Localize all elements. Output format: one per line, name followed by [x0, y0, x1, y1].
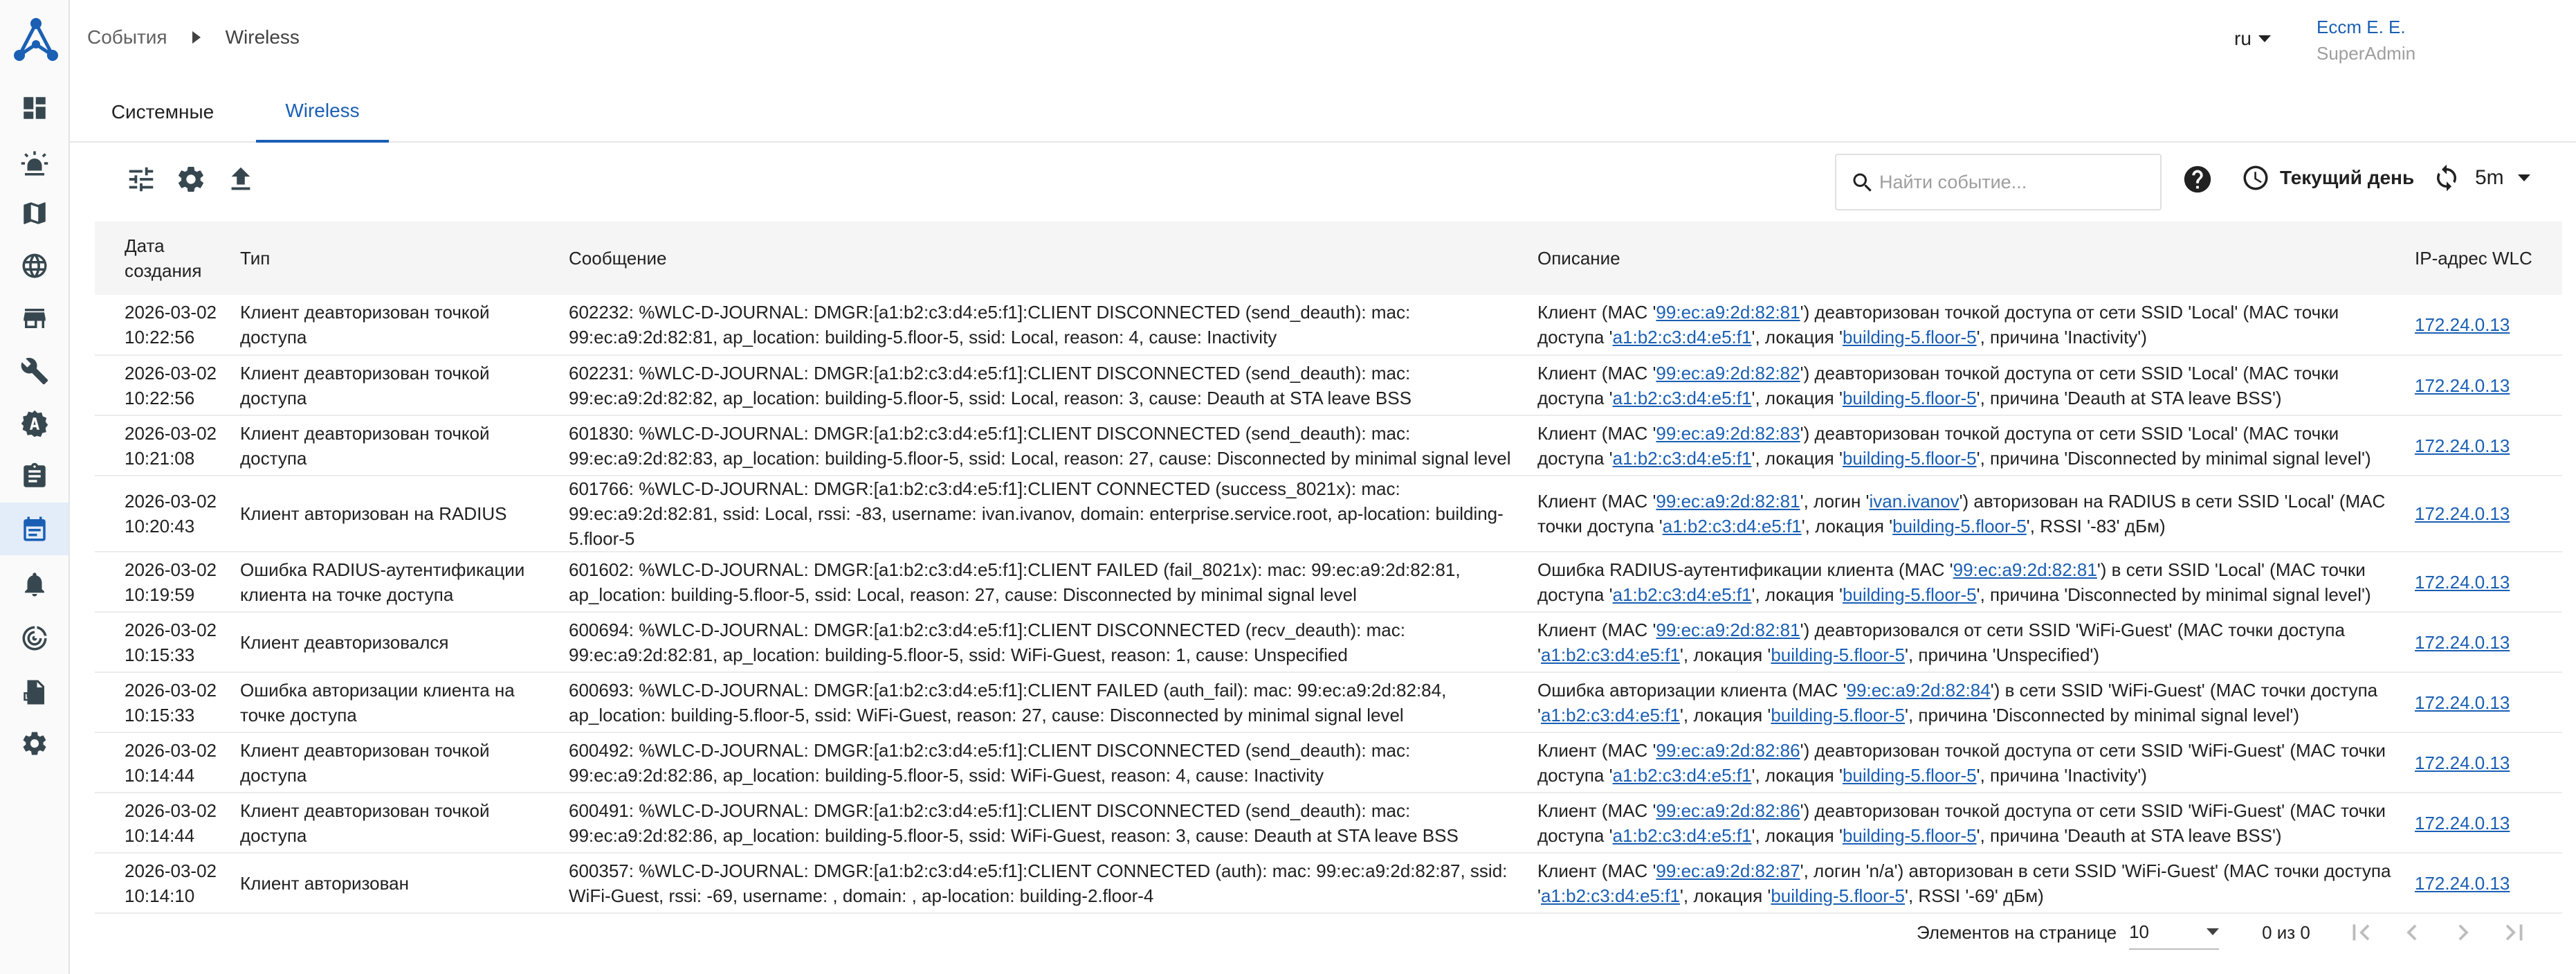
cell-description: [1537, 793, 2415, 853]
refresh-interval-value: 5m: [2475, 166, 2504, 189]
sidebar-item-events[interactable]: [0, 503, 68, 555]
sidebar-item-notifications[interactable]: [0, 558, 68, 611]
cell-type: [240, 672, 569, 732]
description-text: ', локация ': [1679, 885, 1771, 906]
description-text: Клиент (MAC ': [1537, 491, 1656, 512]
description-link[interactable]: a1:b2:c3:d4:e5:f1: [1540, 644, 1680, 665]
cell-description: [1537, 476, 2415, 552]
cell-message: [569, 476, 1537, 552]
column-header-description[interactable]: Описание: [1537, 222, 2415, 295]
description-link[interactable]: 99:ec:a9:2d:82:83: [1656, 422, 1800, 444]
user-name[interactable]: Eccm E. E.: [2317, 17, 2406, 37]
cell-message: [569, 355, 1537, 415]
sidebar-item-dashboard[interactable]: [0, 82, 68, 134]
cell-type: [240, 793, 569, 853]
table-body: [95, 295, 2562, 913]
cell-date-time: 10:22:56: [125, 327, 195, 348]
description-text: ', причина 'Disconnected by minimal signal level'): [1905, 704, 2300, 725]
events-table: [95, 222, 2562, 914]
caret-down-icon: [2207, 928, 2219, 935]
cell-date-day: 2026-03-02: [125, 860, 217, 881]
description-text: ') деавторизован точкой доступа от сети SSID 'Local' (MAC точки доступа ': [1537, 302, 2339, 348]
description-text: ', локация ': [1751, 327, 1843, 348]
cell-type-text: Клиент авторизован на RADIUS: [240, 503, 507, 524]
description-link[interactable]: 99:ec:a9:2d:82:84: [1846, 679, 1991, 701]
description-text: Клиент (MAC ': [1537, 739, 1656, 761]
cell-type-text: Клиент авторизован: [240, 872, 409, 894]
gear-icon: [175, 163, 207, 195]
description-text: ') авторизован на RADIUS в сети SSID 'Local' (MAC точки доступа ': [1537, 491, 2386, 536]
tab-system[interactable]: Системные: [111, 101, 214, 123]
table-header-row: [95, 222, 2562, 295]
cell-date: [95, 295, 240, 355]
cell-type-text: Клиент деавторизовался: [240, 631, 449, 653]
calendar-icon: [20, 514, 49, 543]
description-text: ', причина 'Inactivity'): [1976, 764, 2147, 786]
cell-description: [1537, 295, 2415, 355]
rows-per-page-label: Элементов на странице: [1917, 921, 2117, 943]
cell-date-day: 2026-03-02: [125, 800, 217, 821]
sidebar-item-map[interactable]: [0, 187, 68, 240]
wlc-ip-link[interactable]: 172.24.0.13: [2415, 752, 2510, 773]
rows-per-page-value: 10: [2129, 921, 2149, 942]
filter-button[interactable]: [125, 163, 157, 195]
sidebar: [0, 0, 70, 974]
cell-description: [1537, 552, 2415, 612]
store-icon: [20, 304, 49, 333]
cell-type: [240, 853, 569, 913]
description-text: ', локация ': [1751, 447, 1843, 469]
cell-description: [1537, 612, 2415, 672]
description-text: ', локация ': [1679, 644, 1771, 665]
cell-type: [240, 732, 569, 793]
search-icon: [1850, 170, 1875, 195]
description-text: ', локация ': [1751, 824, 1843, 846]
description-text: Клиент (MAC ': [1537, 800, 1656, 821]
cell-description: [1537, 672, 2415, 732]
chevron-right-icon: [192, 31, 201, 44]
export-button[interactable]: [225, 163, 257, 195]
cell-type-text: Ошибка авторизации клиента на точке доступа: [240, 679, 515, 725]
description-link[interactable]: 99:ec:a9:2d:82:86: [1656, 800, 1800, 821]
cell-date-day: 2026-03-02: [125, 422, 217, 444]
cell-date: [95, 853, 240, 913]
description-link[interactable]: a1:b2:c3:d4:e5:f1: [1540, 885, 1680, 906]
cell-description-text: [1537, 617, 2415, 667]
description-text: Ошибка RADIUS-аутентификации клиента (MAC ': [1537, 559, 1953, 580]
wlc-ip-link[interactable]: 172.24.0.13: [2415, 872, 2510, 894]
wlc-ip-link[interactable]: 172.24.0.13: [2415, 812, 2510, 833]
wlc-ip-link[interactable]: 172.24.0.13: [2415, 631, 2510, 653]
cell-date: [95, 612, 240, 672]
cell-wlc-ip: [2415, 672, 2562, 732]
search-input[interactable]: [1879, 172, 2142, 193]
cell-date-time: 10:22:56: [125, 387, 195, 408]
alarm-light-icon: [20, 149, 49, 178]
cell-type-text: Клиент деавторизован точкой доступа: [240, 800, 490, 846]
description-text: ', причина 'Inactivity'): [1976, 327, 2147, 348]
description-link[interactable]: building-5.floor-5: [1771, 704, 1906, 725]
cell-date: [95, 672, 240, 732]
description-text: ', локация ': [1751, 764, 1843, 786]
cell-message-text: 600694: %WLC-D-JOURNAL: DMGR:[a1:b2:c3:d4:e5:f1]:CLIENT DISCONNECTED (recv_deauth): mac: 99:ec:a9:2d:82:81, ap_location: building-5.floor-5, ssid: WiFi-Guest, reason: 1, cause: Unspecified: [569, 619, 1405, 665]
cell-date-time: 10:15:33: [125, 704, 195, 725]
description-link[interactable]: a1:b2:c3:d4:e5:f1: [1612, 824, 1752, 846]
cell-message-text: 601830: %WLC-D-JOURNAL: DMGR:[a1:b2:c3:d4:e5:f1]:CLIENT DISCONNECTED (send_deauth): mac: 99:ec:a9:2d:82:83, ap_location: building-5.floor-5, ssid: Local, reason: 27, cause: Disconnected by minimal signal level: [569, 422, 1511, 469]
period-select[interactable]: [2241, 163, 2414, 192]
cell-message-text: 601766: %WLC-D-JOURNAL: DMGR:[a1:b2:c3:d4:e5:f1]:CLIENT CONNECTED (success_8021x): mac: 99:ec:a9:2d:82:81, ssid: Local, rssi: -83, username: ivan.ivanov, domain: enterprise.service.root, ap-location: building-5.floor-5: [569, 478, 1504, 549]
cell-wlc-ip: [2415, 355, 2562, 415]
cell-message-text: 600491: %WLC-D-JOURNAL: DMGR:[a1:b2:c3:d4:e5:f1]:CLIENT DISCONNECTED (send_deauth): mac: 99:ec:a9:2d:82:86, ap_location: building-5.floor-5, ssid: WiFi-Guest, reason: 3, cause: Deauth at STA leave BSS: [569, 800, 1459, 846]
column-header-wlc-ip[interactable]: IP-адрес WLC: [2415, 222, 2562, 295]
cell-date: [95, 552, 240, 612]
sidebar-item-logs[interactable]: [0, 666, 68, 719]
cell-date-time: 10:21:08: [125, 447, 195, 469]
dashboard-icon: [20, 93, 49, 123]
radar-icon: [20, 624, 49, 653]
cell-message: [569, 612, 1537, 672]
description-link[interactable]: 99:ec:a9:2d:82:82: [1656, 362, 1800, 384]
wlc-ip-link[interactable]: 172.24.0.13: [2415, 435, 2510, 456]
description-text: ', причина 'Unspecified'): [1905, 644, 2100, 665]
cell-date-day: 2026-03-02: [125, 559, 217, 580]
column-header-type[interactable]: Тип: [240, 222, 569, 295]
rows-per-page-select[interactable]: [2129, 915, 2219, 950]
description-text: ') деавторизован точкой доступа от сети SSID 'WiFi-Guest' (MAC точки доступа ': [1537, 739, 2386, 786]
description-text: Клиент (MAC ': [1537, 362, 1656, 384]
description-link[interactable]: building-5.floor-5: [1842, 764, 1977, 786]
description-text: Клиент (MAC ': [1537, 860, 1656, 881]
description-link[interactable]: 99:ec:a9:2d:82:81: [1656, 619, 1800, 640]
first-page-button[interactable]: [2345, 917, 2377, 948]
cell-type-text: Клиент деавторизован точкой доступа: [240, 739, 490, 786]
wrench-icon: [20, 357, 49, 386]
description-link[interactable]: 99:ec:a9:2d:82:81: [1656, 491, 1800, 512]
globe-icon: [20, 251, 49, 280]
description-text: ', локация ': [1679, 704, 1771, 725]
period-label: Текущий день: [2280, 167, 2415, 188]
table-row[interactable]: [95, 853, 2562, 913]
description-text: Клиент (MAC ': [1537, 422, 1656, 444]
tab-wireless[interactable]: Wireless: [256, 82, 389, 143]
cell-message: [569, 672, 1537, 732]
cell-description: [1537, 853, 2415, 913]
column-header-date[interactable]: Дата создания: [95, 222, 240, 295]
description-link[interactable]: a1:b2:c3:d4:e5:f1: [1612, 387, 1752, 408]
refresh-icon: [2432, 163, 2461, 192]
description-text: ') деавторизован точкой доступа от сети SSID 'Local' (MAC точки доступа ': [1537, 422, 2339, 469]
description-text: ', локация ': [1751, 584, 1843, 605]
table-row[interactable]: [95, 295, 2562, 355]
description-text: ', причина 'Deauth at STA leave BSS'): [1976, 824, 2282, 846]
sidebar-item-network[interactable]: [0, 240, 68, 292]
cell-wlc-ip: [2415, 552, 2562, 612]
cell-message: [569, 552, 1537, 612]
cell-description-text: [1537, 300, 2415, 350]
cell-date-day: 2026-03-02: [125, 679, 217, 701]
caret-down-icon: [2518, 174, 2530, 181]
cell-date-time: 10:14:10: [125, 885, 195, 906]
next-page-button[interactable]: [2447, 917, 2479, 948]
wlc-ip-link[interactable]: 172.24.0.13: [2415, 314, 2510, 335]
cell-message-text: 602231: %WLC-D-JOURNAL: DMGR:[a1:b2:c3:d4:e5:f1]:CLIENT DISCONNECTED (send_deauth): mac: 99:ec:a9:2d:82:82, ap_location: building-5.floor-5, ssid: Local, reason: 3, cause: Deauth at STA leave BSS: [569, 362, 1412, 408]
refresh-interval-select[interactable]: [2432, 163, 2530, 192]
table-row[interactable]: [95, 355, 2562, 415]
last-page-icon: [2499, 917, 2530, 948]
cell-description-text: [1537, 489, 2415, 539]
cell-message: [569, 793, 1537, 853]
cell-type-text: Ошибка RADIUS-аутентификации клиента на точке доступа: [240, 559, 525, 605]
bell-icon: [20, 570, 49, 599]
cell-description-text: [1537, 421, 2415, 471]
description-text: Ошибка авторизации клиента (MAC ': [1537, 679, 1847, 701]
cell-message-text: 600693: %WLC-D-JOURNAL: DMGR:[a1:b2:c3:d4:e5:f1]:CLIENT FAILED (auth_fail): mac: 99:ec:a9:2d:82:84, ap_location: building-5.floor-5, ssid: WiFi-Guest, reason: 27, cause: Disconnected by minimal signal level: [569, 679, 1447, 725]
cell-message: [569, 853, 1537, 913]
description-link[interactable]: building-5.floor-5: [1842, 584, 1977, 605]
description-text: ') деавторизован точкой доступа от сети SSID 'WiFi-Guest' (MAC точки доступа ': [1537, 800, 2386, 846]
cell-date: [95, 476, 240, 552]
sidebar-item-store[interactable]: [0, 292, 68, 345]
settings-icon: [20, 729, 49, 758]
cell-wlc-ip: [2415, 415, 2562, 476]
cell-wlc-ip: [2415, 732, 2562, 793]
cell-message: [569, 732, 1537, 793]
language-select[interactable]: [2234, 28, 2271, 50]
sidebar-item-tools[interactable]: [0, 345, 68, 397]
wlc-ip-link[interactable]: 172.24.0.13: [2415, 503, 2510, 524]
cell-date-time: 10:14:44: [125, 824, 195, 846]
description-text: ', логин ': [1800, 491, 1870, 512]
cell-description-text: [1537, 858, 2415, 908]
breadcrumb-current: Wireless: [225, 26, 300, 48]
description-link[interactable]: building-5.floor-5: [1842, 327, 1977, 348]
description-text: ') в сети SSID 'Local' (MAC точки доступа ': [1537, 559, 2366, 605]
cell-date: [95, 415, 240, 476]
cell-date-time: 10:14:44: [125, 764, 195, 786]
description-link[interactable]: 99:ec:a9:2d:82:81: [1656, 302, 1800, 323]
cell-message: [569, 415, 1537, 476]
description-link[interactable]: building-5.floor-5: [1771, 644, 1906, 665]
cell-description: [1537, 415, 2415, 476]
cell-date-day: 2026-03-02: [125, 739, 217, 761]
cell-description-text: [1537, 557, 2415, 607]
cell-type-text: Клиент деавторизован точкой доступа: [240, 422, 490, 469]
toolbar: [70, 143, 2576, 222]
description-link[interactable]: building-5.floor-5: [1842, 447, 1977, 469]
sidebar-item-settings[interactable]: [0, 717, 68, 770]
cell-message-text: 600357: %WLC-D-JOURNAL: DMGR:[a1:b2:c3:d4:e5:f1]:CLIENT CONNECTED (auth): mac: 99:ec:a9:2d:82:87, ssid: WiFi-Guest, rssi: -69, username: , domain: , ap-location: building-2.floor-4: [569, 860, 1508, 906]
description-link[interactable]: a1:b2:c3:d4:e5:f1: [1662, 516, 1802, 536]
cell-date-day: 2026-03-02: [125, 619, 217, 640]
description-text: ', причина 'Disconnected by minimal signal level'): [1976, 447, 2371, 469]
cell-date-time: 10:20:43: [125, 516, 195, 536]
table-row[interactable]: [95, 415, 2562, 476]
cell-wlc-ip: [2415, 295, 2562, 355]
description-link[interactable]: a1:b2:c3:d4:e5:f1: [1612, 584, 1752, 605]
description-text: ') в сети SSID 'WiFi-Guest' (MAC точки доступа ': [1537, 679, 2378, 725]
description-link[interactable]: building-5.floor-5: [1842, 387, 1977, 408]
breadcrumb: [87, 26, 300, 48]
description-link[interactable]: a1:b2:c3:d4:e5:f1: [1612, 764, 1752, 786]
cell-description-text: [1537, 798, 2415, 848]
chevron-right-icon: [2447, 917, 2479, 948]
description-link[interactable]: a1:b2:c3:d4:e5:f1: [1540, 704, 1680, 725]
chevron-left-icon: [2396, 917, 2428, 948]
previous-page-button[interactable]: [2396, 917, 2428, 948]
cell-wlc-ip: [2415, 793, 2562, 853]
caret-down-icon: [2258, 35, 2271, 42]
column-header-message[interactable]: Сообщение: [569, 222, 1537, 295]
cell-type: [240, 552, 569, 612]
description-text: ', логин 'n/a') авторизован в сети SSID 'WiFi-Guest' (MAC точки доступа ': [1537, 860, 2391, 906]
clock-icon: [2241, 163, 2270, 192]
description-text: Клиент (MAC ': [1537, 302, 1656, 323]
top-header: [70, 0, 2576, 82]
cell-type: [240, 355, 569, 415]
description-link[interactable]: a1:b2:c3:d4:e5:f1: [1612, 447, 1752, 469]
description-link[interactable]: ivan.ivanov: [1869, 491, 1960, 512]
cell-date-day: 2026-03-02: [125, 302, 217, 323]
cell-date-time: 10:15:33: [125, 644, 195, 665]
description-text: ') деавторизовался от сети SSID 'WiFi-Guest' (MAC точки доступа ': [1537, 619, 2345, 665]
cell-description-text: [1537, 738, 2415, 788]
cell-type-text: Клиент деавторизован точкой доступа: [240, 302, 490, 348]
description-text: ') деавторизован точкой доступа от сети SSID 'Local' (MAC точки доступа ': [1537, 362, 2339, 408]
description-text: ', локация ': [1801, 516, 1893, 536]
user-role: SuperAdmin: [2317, 43, 2416, 64]
cell-message: [569, 295, 1537, 355]
gear-a-icon: [20, 409, 49, 438]
description-link[interactable]: a1:b2:c3:d4:e5:f1: [1612, 327, 1752, 348]
cell-type: [240, 295, 569, 355]
cell-message-text: 601602: %WLC-D-JOURNAL: DMGR:[a1:b2:c3:d4:e5:f1]:CLIENT FAILED (fail_8021x): mac: 99:ec:a9:2d:82:81, ap_location: building-5.floor-5, ssid: Local, reason: 27, cause: Disconnected by minimal signal level: [569, 559, 1461, 605]
cell-date: [95, 793, 240, 853]
description-text: ', локация ': [1751, 387, 1843, 408]
sidebar-item-tasks[interactable]: [0, 450, 68, 503]
table-row[interactable]: [95, 612, 2562, 672]
language-value: ru: [2234, 28, 2251, 49]
wlc-ip-link[interactable]: 172.24.0.13: [2415, 375, 2510, 396]
cell-type: [240, 415, 569, 476]
sidebar-item-monitoring[interactable]: [0, 612, 68, 665]
upload-icon: [225, 163, 257, 195]
description-text: ', причина 'Deauth at STA leave BSS'): [1976, 387, 2282, 408]
first-page-icon: [2345, 917, 2377, 948]
map-icon: [20, 199, 49, 228]
sidebar-item-alarms[interactable]: [0, 137, 68, 190]
table-row[interactable]: [95, 732, 2562, 793]
cell-date: [95, 355, 240, 415]
app-logo[interactable]: [12, 17, 60, 64]
search-box: [1835, 154, 2162, 210]
help-icon[interactable]: [2182, 163, 2213, 195]
description-link[interactable]: building-5.floor-5: [1892, 516, 2027, 536]
clipboard-icon: [20, 462, 49, 491]
cell-message-text: 600492: %WLC-D-JOURNAL: DMGR:[a1:b2:c3:d4:e5:f1]:CLIENT DISCONNECTED (send_deauth): mac: 99:ec:a9:2d:82:86, ap_location: building-5.floor-5, ssid: WiFi-Guest, reason: 4, cause: Inactivity: [569, 739, 1411, 786]
cell-date-day: 2026-03-02: [125, 491, 217, 512]
wlc-ip-link[interactable]: 172.24.0.13: [2415, 692, 2510, 713]
log-icon: [20, 678, 49, 707]
description-link[interactable]: 99:ec:a9:2d:82:86: [1656, 739, 1800, 761]
description-text: Клиент (MAC ': [1537, 619, 1656, 640]
last-page-button[interactable]: [2499, 917, 2530, 948]
cell-message-text: 602232: %WLC-D-JOURNAL: DMGR:[a1:b2:c3:d4:e5:f1]:CLIENT DISCONNECTED (send_deauth): mac: 99:ec:a9:2d:82:81, ap_location: building-5.floor-5, ssid: Local, reason: 4, cause: Inactivity: [569, 302, 1411, 348]
cell-description-text: [1537, 678, 2415, 728]
description-link[interactable]: 99:ec:a9:2d:82:81: [1953, 559, 2097, 580]
cell-wlc-ip: [2415, 612, 2562, 672]
tune-icon: [125, 163, 157, 195]
cell-type: [240, 476, 569, 552]
description-text: ', причина 'Disconnected by minimal signal level'): [1976, 584, 2371, 605]
cell-description: [1537, 355, 2415, 415]
table-row[interactable]: [95, 793, 2562, 853]
cell-date-day: 2026-03-02: [125, 362, 217, 384]
page-range: 0 из 0: [2262, 921, 2310, 943]
description-link[interactable]: building-5.floor-5: [1842, 824, 1977, 846]
cell-description: [1537, 732, 2415, 793]
wlc-ip-link[interactable]: 172.24.0.13: [2415, 571, 2510, 593]
description-link[interactable]: 99:ec:a9:2d:82:87: [1656, 860, 1800, 881]
tab-bar: [70, 82, 2576, 143]
cell-date-time: 10:19:59: [125, 584, 195, 605]
table-row[interactable]: [95, 672, 2562, 732]
cell-wlc-ip: [2415, 853, 2562, 913]
cell-description-text: [1537, 361, 2415, 411]
breadcrumb-root[interactable]: События: [87, 26, 167, 48]
settings-button[interactable]: [175, 163, 207, 195]
cell-type: [240, 612, 569, 672]
pagination: [1917, 915, 2530, 950]
cell-date: [95, 732, 240, 793]
description-text: ', RSSI '-83' дБм): [2026, 516, 2166, 536]
description-link[interactable]: building-5.floor-5: [1771, 885, 1906, 906]
table-row[interactable]: [95, 552, 2562, 612]
description-text: ', RSSI '-69' дБм): [1905, 885, 2044, 906]
sidebar-item-automation[interactable]: [0, 397, 68, 450]
cell-wlc-ip: [2415, 476, 2562, 552]
cell-type-text: Клиент деавторизован точкой доступа: [240, 362, 490, 408]
table-row[interactable]: [95, 476, 2562, 552]
